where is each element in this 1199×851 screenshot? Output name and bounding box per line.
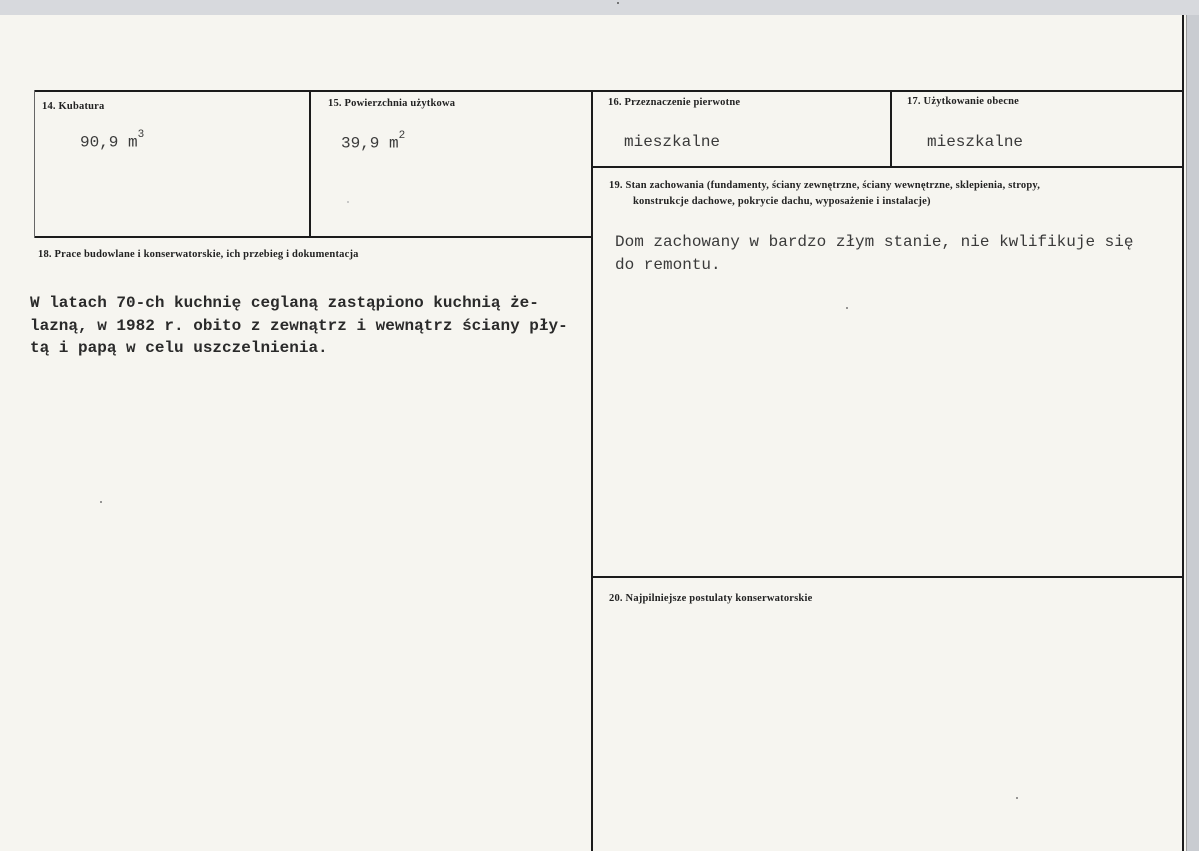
scan-speck — [100, 501, 102, 503]
scan-speck — [1016, 797, 1018, 799]
rule-under-19 — [593, 576, 1184, 578]
field-16-value: mieszkalne — [624, 133, 721, 151]
divider-14-15 — [309, 90, 311, 238]
field-19-label-line-1: 19. Stan zachowania (fundamenty, ściany zewnętrzne, ściany wewnętrzne, sklepienia, stropy, — [609, 180, 1041, 191]
field-18-label: 18. Prace budowlane i konserwatorskie, ich przebieg i dokumentacja — [38, 249, 359, 260]
field-19-label-line-2: konstrukcje dachowe, pokrycie dachu, wyposażenie i instalacje) — [633, 196, 931, 207]
scan-speck — [347, 201, 349, 203]
field-16-label: 16. Przeznaczenie pierwotne — [608, 97, 741, 108]
rule-under-14-15 — [34, 236, 592, 238]
field-15-exponent: 2 — [398, 130, 406, 142]
field-18-line-2: lazną, w 1982 r. obito z zewnątrz i wewnątrz ściany pły- — [30, 317, 568, 335]
field-14-label: 14. Kubatura — [42, 101, 105, 112]
rule-under-16-17 — [593, 166, 1184, 168]
right-edge-rule — [1182, 15, 1184, 851]
divider-left-right — [591, 90, 593, 851]
record-card-sheet — [0, 15, 1186, 851]
field-14-number: 90,9 m — [80, 133, 138, 152]
field-18-line-1: W latach 70-ch kuchnię ceglaną zastąpiono kuchnią że- — [30, 294, 539, 312]
field-19-line-1: Dom zachowany w bardzo złym stanie, nie kwlifikuje się — [615, 233, 1134, 251]
top-rule — [34, 90, 1184, 92]
field-15-number: 39,9 m — [341, 134, 399, 153]
left-edge-rule — [34, 90, 35, 238]
divider-16-17 — [890, 90, 892, 168]
field-14-value — [80, 129, 145, 152]
field-15-value — [341, 130, 406, 153]
scan-speck — [846, 307, 848, 309]
field-18-line-3: tą i papą w celu uszczelnienia. — [30, 339, 328, 357]
field-19-line-2: do remontu. — [615, 256, 721, 274]
field-17-label: 17. Użytkowanie obecne — [907, 96, 1020, 107]
scan-speck — [617, 2, 619, 4]
field-14-exponent: 3 — [137, 129, 145, 141]
field-15-label: 15. Powierzchnia użytkowa — [328, 98, 456, 109]
field-20-label: 20. Najpilniejsze postulaty konserwatorskie — [609, 593, 813, 604]
scan-top-edge — [0, 0, 1199, 15]
field-17-value: mieszkalne — [927, 133, 1024, 151]
